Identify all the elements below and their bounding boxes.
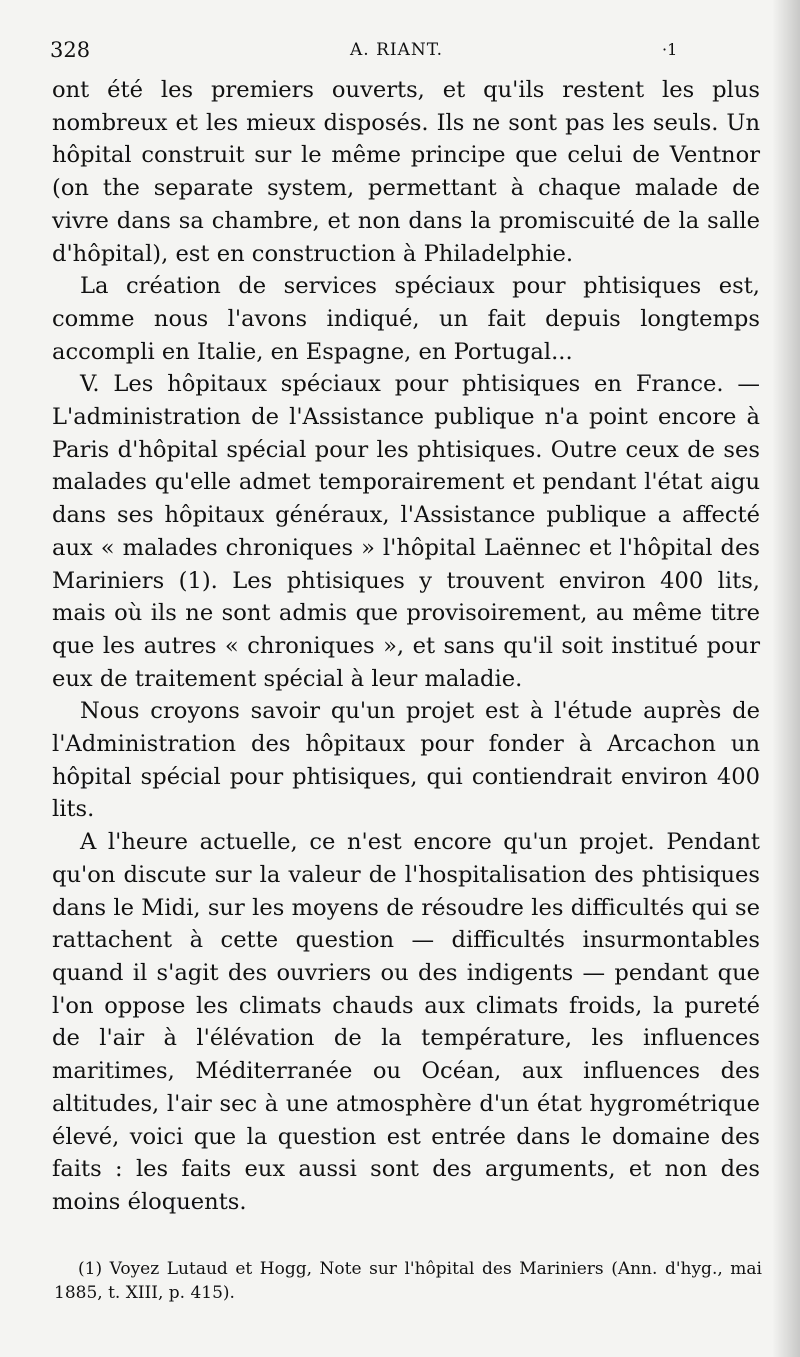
header-mark: ·1 (662, 40, 678, 59)
paragraph-continuation: ont été les premiers ouverts, et qu'ils restent les plus nombreux et les mieux disposés. Ils ne sont pas les seuls. Un hôpital construit sur le même principe que celui de Ventnor (on the separate system, permettant à chaque malade de vivre dans sa chambre, et non dans la promiscuité de la salle d'hôpital), est en construction à Philadelphie. (52, 77, 760, 267)
page-header (50, 38, 750, 68)
body-text (52, 74, 760, 1219)
paragraph-section-v: V. Les hôpitaux spéciaux pour phtisiques en France. — L'administration de l'Assistance publique n'a point encore à Paris d'hôpital spécial pour les phtisiques. Outre ceux de ses malades qu'elle admet temporairement et pendant l'état aigu dans ses hôpitaux généraux, l'Assistance publique a affecté aux « malades chroniques » l'hôpital Laënnec et l'hôpital des Mariniers (1). Les phtisiques y trouvent environ 400 lits, mais où ils ne sont admis que provisoirement, au même titre que les autres « chroniques », et sans qu'il soit institué pour eux de traitement spécial à leur maladie. (52, 371, 760, 692)
paragraph-heure-actuelle: A l'heure actuelle, ce n'est encore qu'un projet. Pendant qu'on discute sur la valeur de l'hospitalisation des phtisiques dans le Midi, sur les moyens de résoudre les difficultés qui se rattachent à cette question — difficultés insurmontables quand il s'agit des ouvriers ou des indigents — pendant que l'on oppose les climats chauds aux climats froids, la pureté de l'air à l'élévation de la température, les influences maritimes, Méditerranée ou Océan, aux influences des altitudes, l'air sec à une atmosphère d'un état hygrométrique élevé, voici que la question est entrée dans le domaine des faits : les faits eux aussi sont des arguments, et non des moins éloquents. (52, 829, 760, 1215)
footnote-text: (1) Voyez Lutaud et Hogg, Note sur l'hôpital des Mariniers (Ann. d'hyg., mai 1885, t. XIII, p. 415). (54, 1259, 762, 1303)
footnote (54, 1257, 762, 1305)
running-head: A. RIANT. (350, 40, 443, 60)
page-number: 328 (50, 38, 91, 62)
page-edge-shadow (772, 0, 800, 1357)
paragraph-projet-arcachon: Nous croyons savoir qu'un projet est à l'étude auprès de l'Administration des hôpitaux pour fonder à Arcachon un hôpital spécial pour phtisiques, qui contiendrait environ 400 lits. (52, 698, 760, 823)
paragraph-services-speciaux: La création de services spéciaux pour phtisiques est, comme nous l'avons indiqué, un fait depuis longtemps accompli en Italie, en Espagne, en Portugal... (52, 273, 760, 365)
